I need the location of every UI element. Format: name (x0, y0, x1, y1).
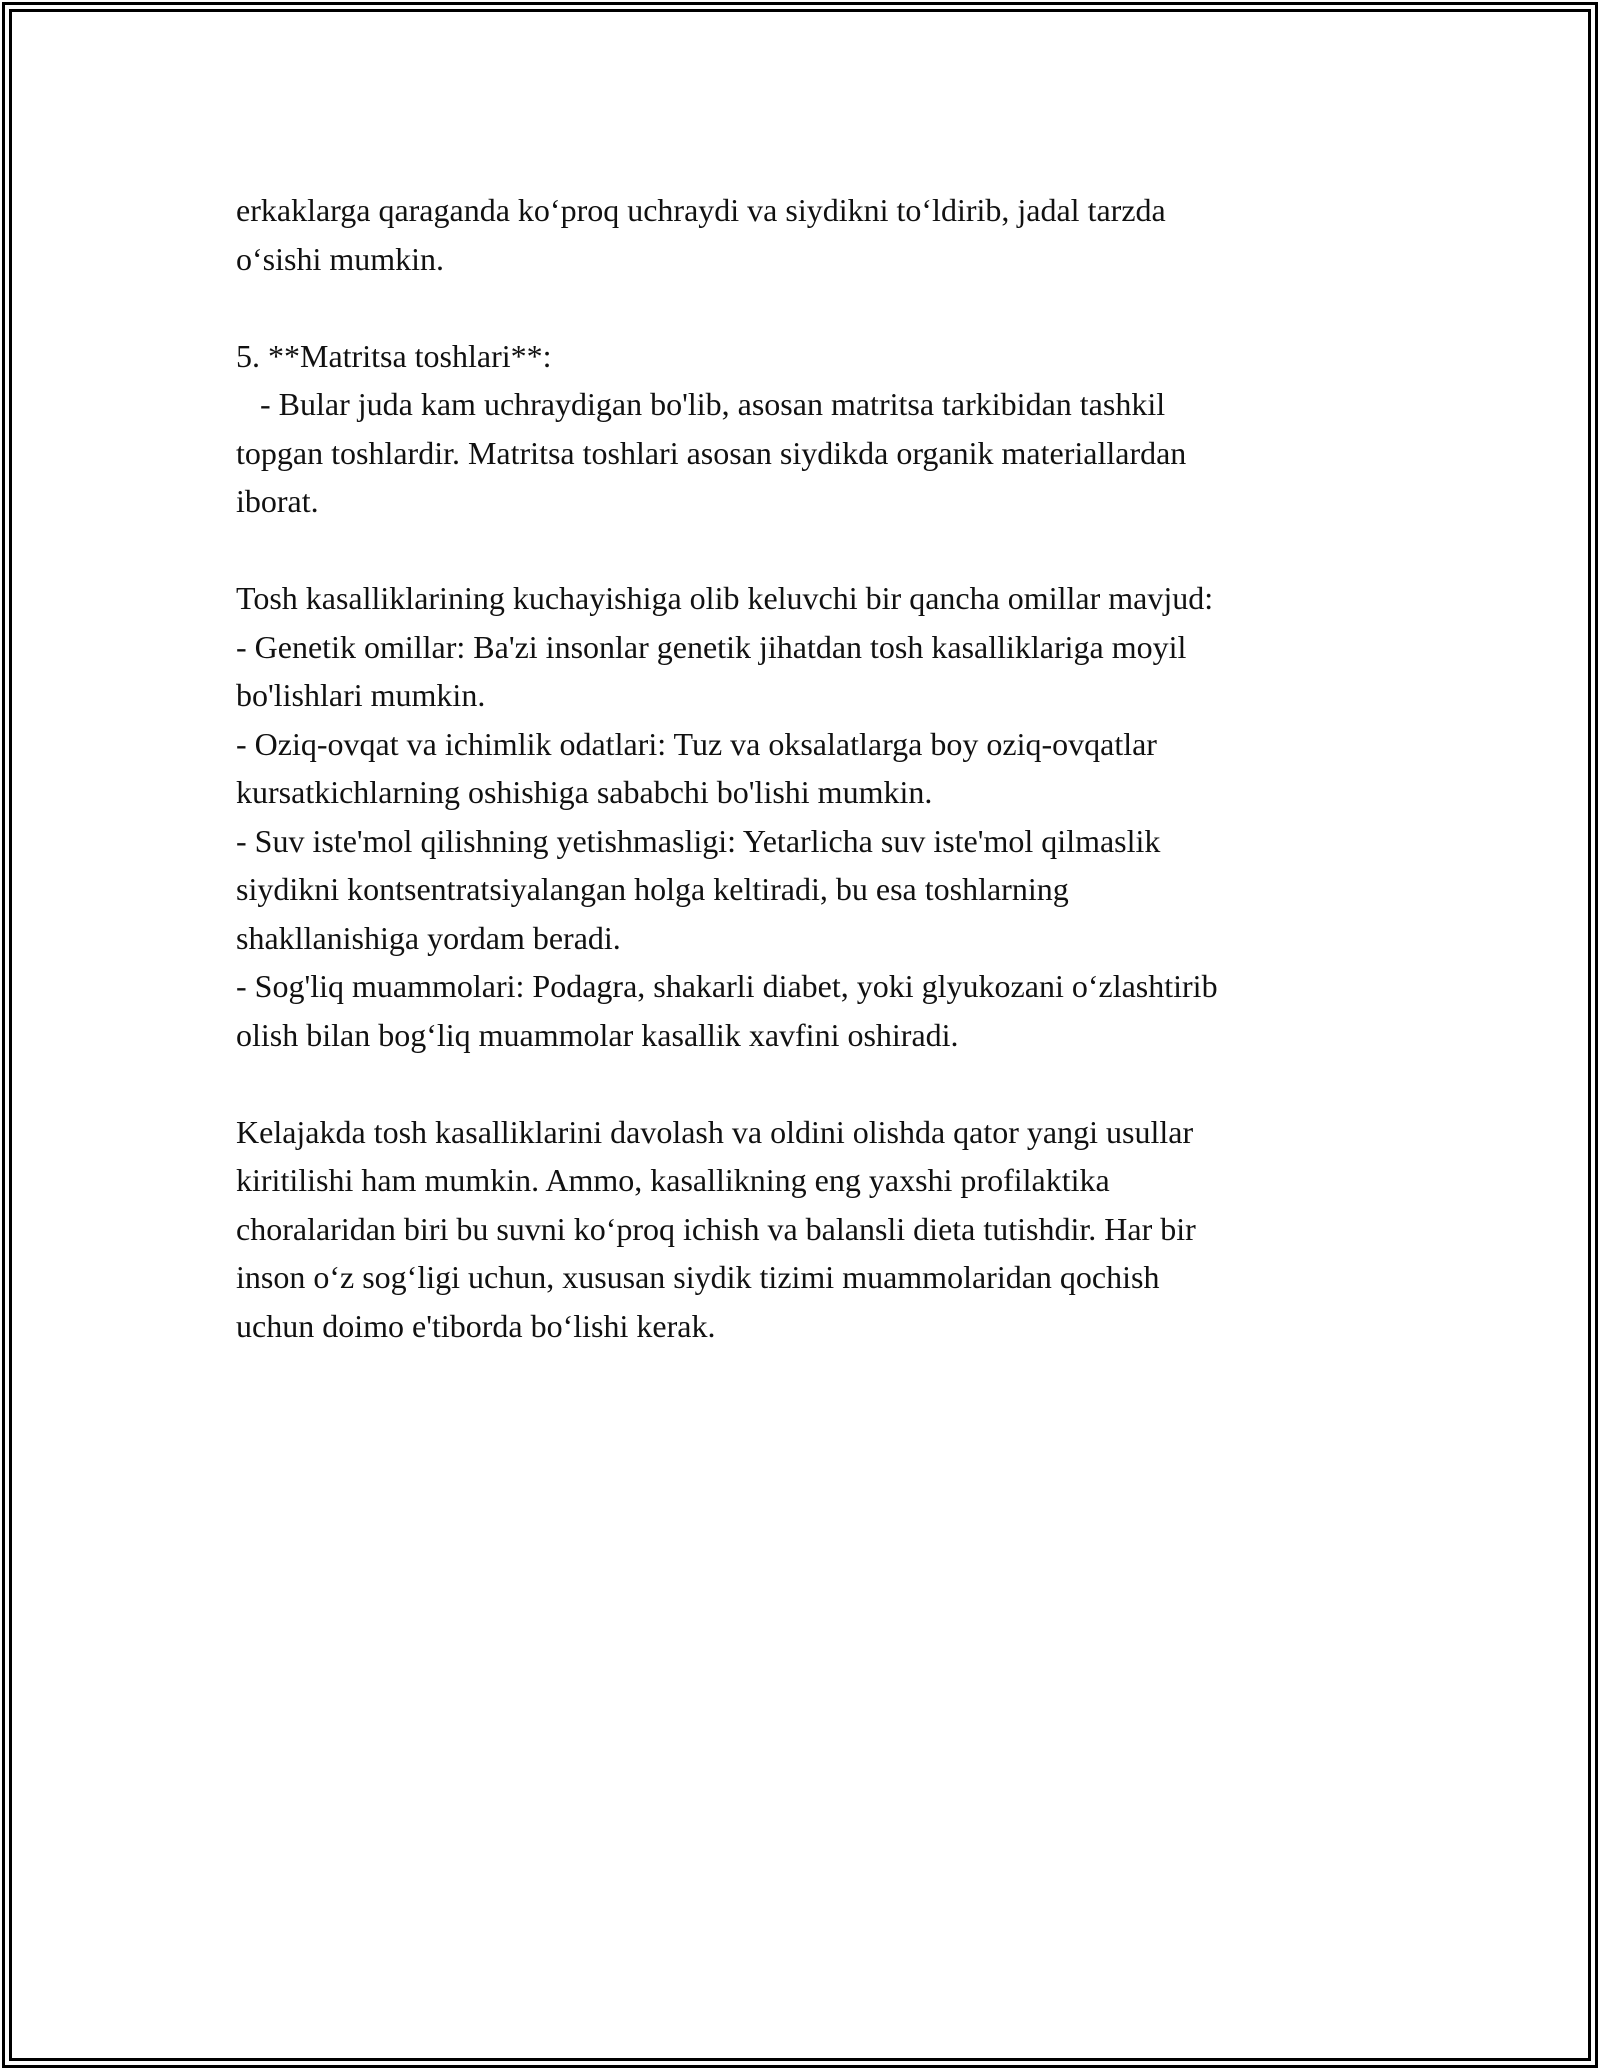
text-line: o‘sishi mumkin. (236, 240, 445, 277)
text-line: topgan toshlardir. Matritsa toshlari asosan siydikda organik materiallardan (236, 434, 1187, 471)
text-line: kursatkichlarning oshishiga sababchi bo'lishi mumkin. (236, 774, 933, 810)
text-line: bo'lishlari mumkin. (236, 677, 486, 713)
list-item: - Oziq-ovqat va ichimlik odatlari: Tuz va oksalatlarga boy oziq-ovqatlar (236, 725, 1157, 762)
text-line: inson o‘z sog‘ligi uchun, xususan siydik tizimi muammolaridan qochish (236, 1259, 1160, 1295)
list-item: - Suv iste'mol qilishning yetishmasligi: Yetarlicha suv iste'mol qilmaslik (236, 822, 1161, 859)
text-line: Kelajakda tosh kasalliklarini davolash va oldini olishda qator yangi usullar (236, 1113, 1194, 1150)
text-line: siydikni kontsentratsiyalangan holga keltiradi, bu esa toshlarning (236, 871, 1069, 907)
text-line: olish bilan bog‘liq muammolar kasallik xavfini oshiradi. (236, 1016, 959, 1053)
list-item: - Genetik omillar: Ba'zi insonlar genetik jihatdan tosh kasalliklariga moyil (236, 628, 1187, 665)
text-line: erkaklarga qaraganda ko‘proq uchraydi va siydikni to‘ldirib, jadal tarzda (236, 192, 1166, 228)
text-line: - Bular juda kam uchraydigan bo'lib, asosan matritsa tarkibidan tashkil (236, 386, 1166, 422)
document-body (236, 186, 1376, 1350)
text-line: Tosh kasalliklarining kuchayishiga olib keluvchi bir qancha omillar mavjud: (236, 580, 1214, 616)
blank-line (236, 526, 1376, 575)
text-line: choralaridan biri bu suvni ko‘proq ichish va balansli dieta tutishdir. Har bir (236, 1210, 1196, 1247)
text-line: uchun doimo e'tiborda bo‘lishi kerak. (236, 1307, 716, 1344)
text-line: iborat. (236, 483, 319, 519)
blank-line (236, 1059, 1376, 1108)
section-heading: 5. **Matritsa toshlari**: (236, 337, 552, 374)
list-item: - Sog'liq muammolari: Podagra, shakarli diabet, yoki glyukozani o‘zlashtirib (236, 968, 1218, 1004)
blank-line (236, 283, 1376, 332)
text-line: shakllanishiga yordam beradi. (236, 919, 621, 956)
text-line: kiritilishi ham mumkin. Ammo, kasallikning eng yaxshi profilaktika (236, 1162, 1110, 1198)
